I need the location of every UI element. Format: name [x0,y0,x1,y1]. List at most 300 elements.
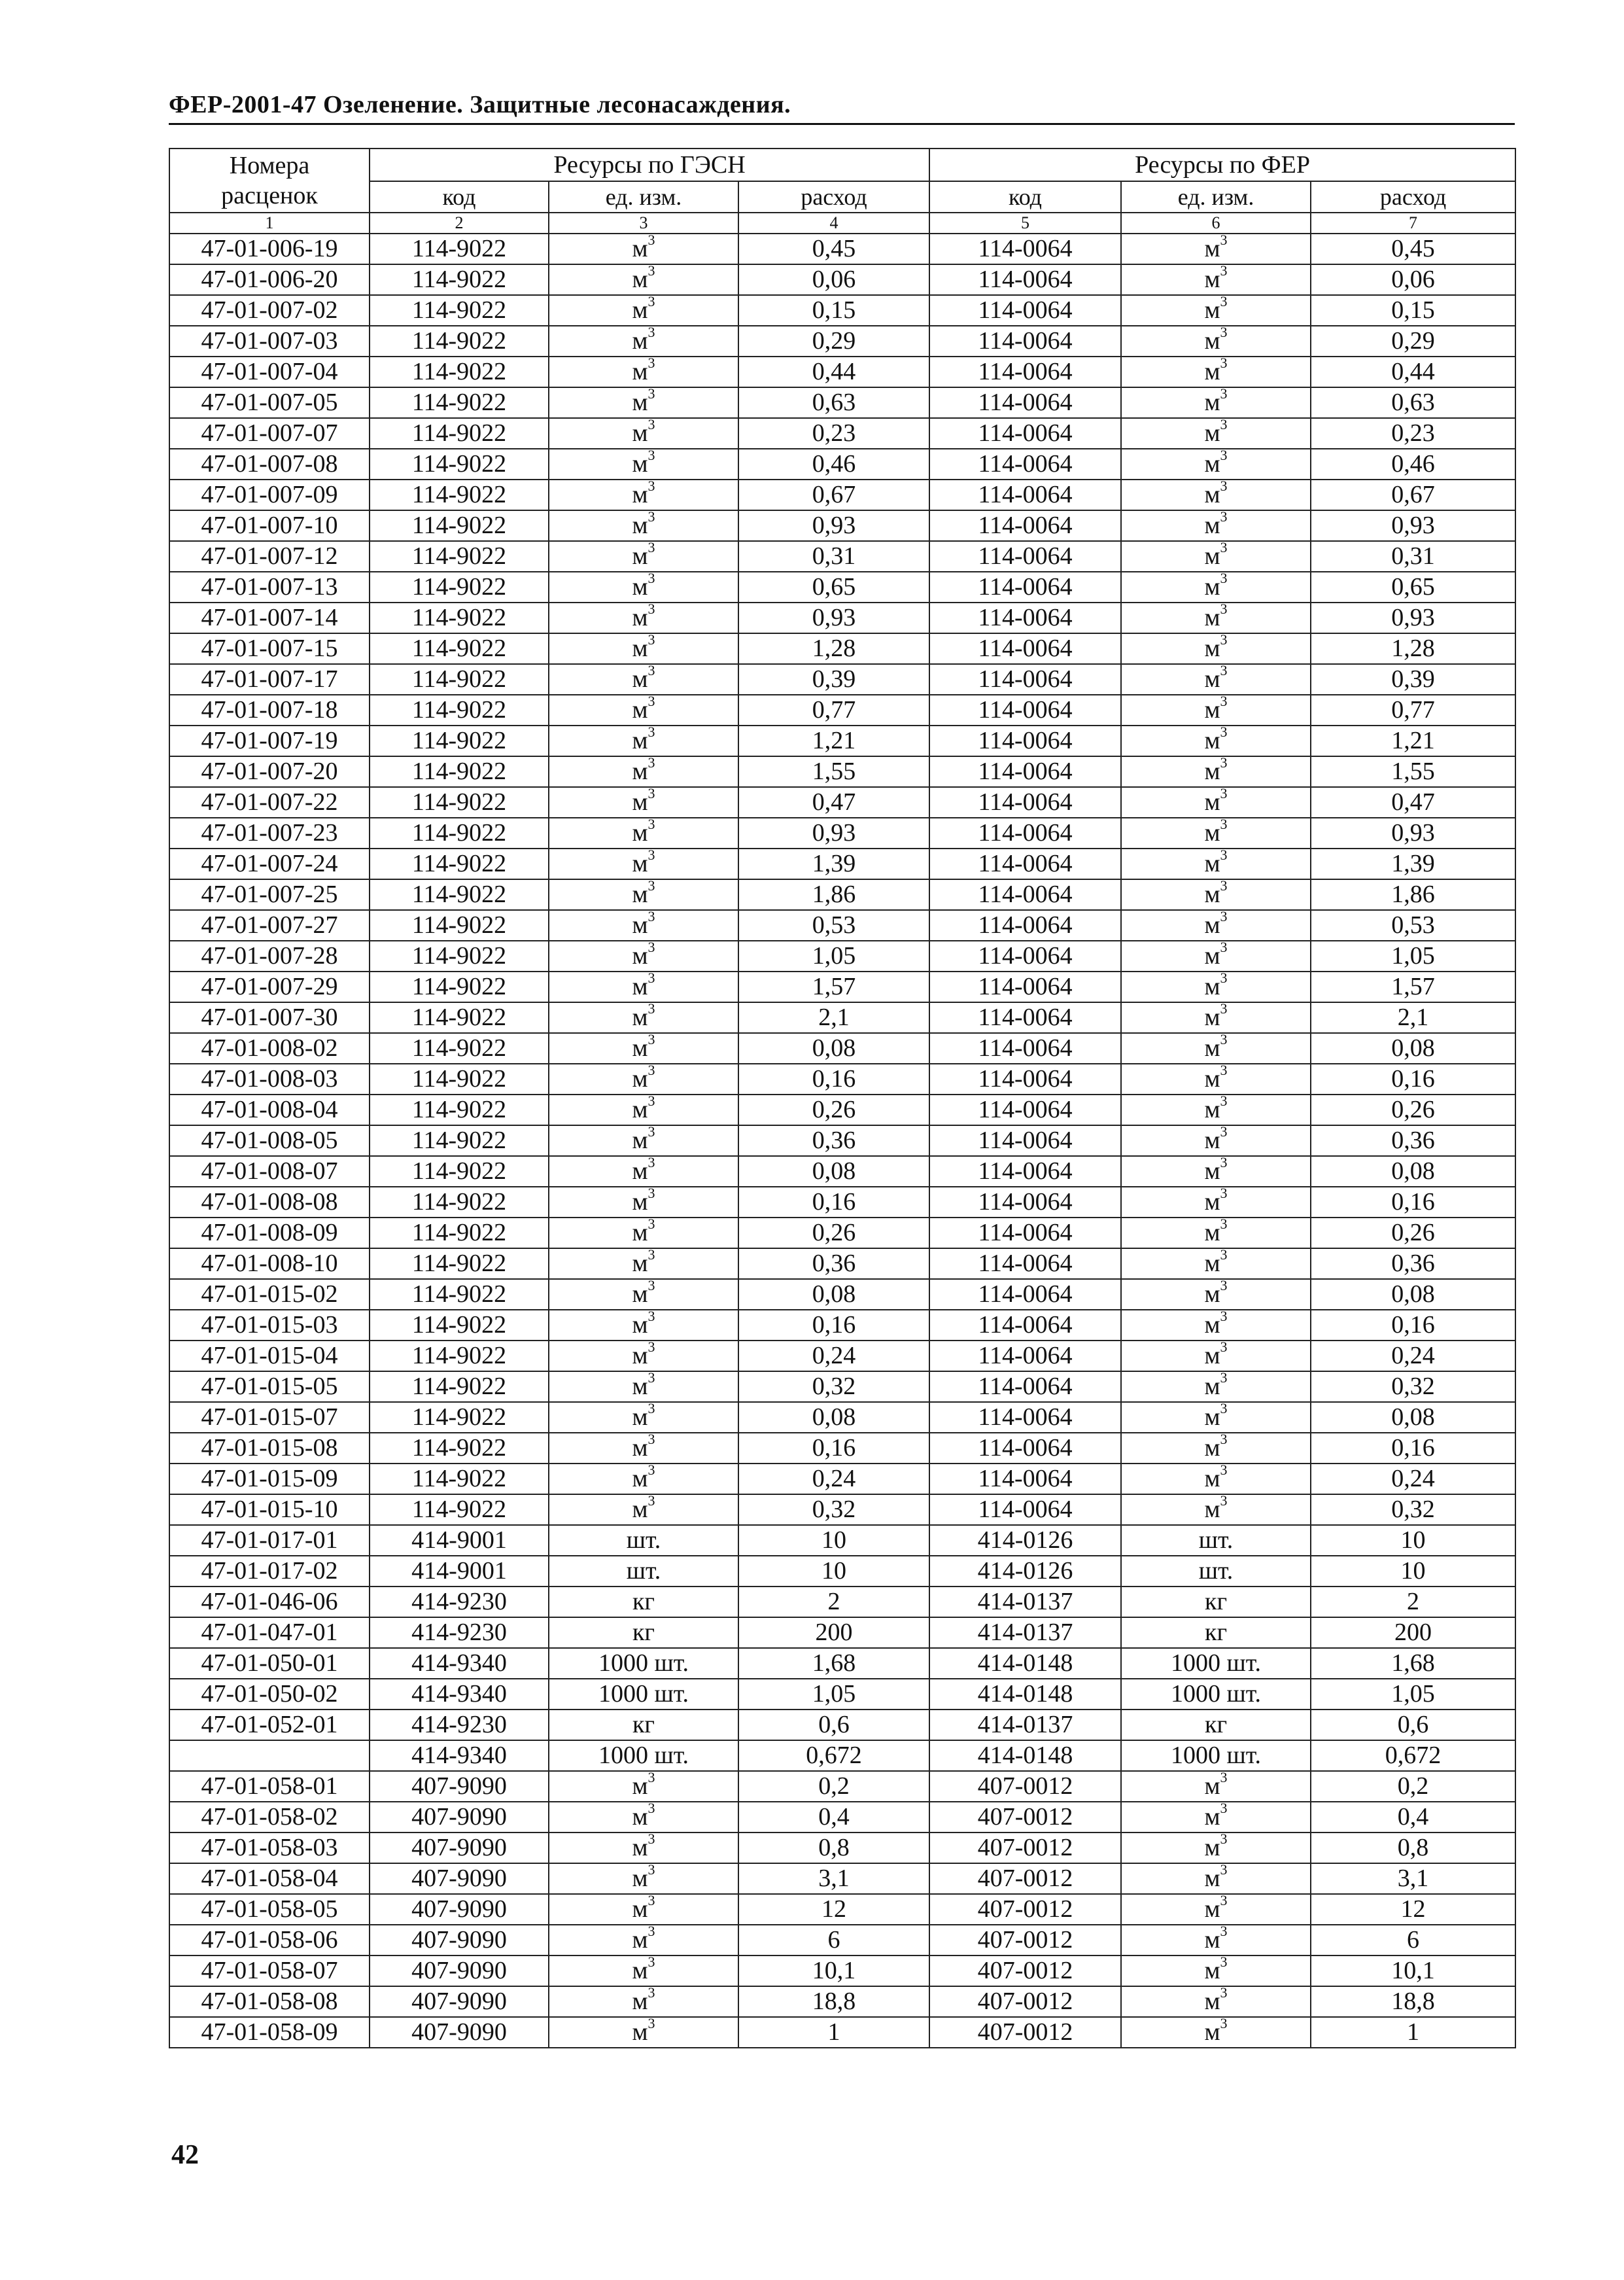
rate-number-cell: 47-01-047-01 [169,1617,370,1648]
rate-number-cell: 47-01-015-05 [169,1371,370,1402]
fer-code-cell: 114-0064 [929,879,1121,910]
gesn-unit-cell: шт. [549,1525,738,1556]
gesn-unit-cell: кг [549,1710,738,1740]
fer-code-cell: 114-0064 [929,695,1121,726]
gesn-unit-cell: кг [549,1587,738,1617]
table-row [169,1002,1515,1033]
gesn-unit-cell: $м^3$ [549,295,738,326]
fer-amount-cell: 0,39 [1311,664,1515,695]
fer-code-cell: 114-0064 [929,910,1121,941]
fer-unit-cell: шт. [1121,1556,1311,1587]
gesn-amount-cell: 0,26 [738,1218,929,1248]
rate-number-cell: 47-01-015-02 [169,1279,370,1310]
gesn-unit-cell: $м^3$ [549,695,738,726]
gesn-amount-cell: 0,26 [738,1095,929,1125]
rate-number-cell: 47-01-007-14 [169,603,370,633]
fer-code-cell: 414-0126 [929,1556,1121,1587]
gesn-code-cell: 114-9022 [370,1064,549,1095]
table-row [169,2017,1515,2048]
gesn-unit-cell: $м^3$ [549,1494,738,1525]
table-row [169,1771,1515,1802]
fer-code-cell: 414-0137 [929,1710,1121,1740]
gesn-code-cell: 407-9090 [370,1894,549,1925]
fer-unit-cell: $м^3$ [1121,787,1311,818]
table-row [169,633,1515,664]
table-row [169,879,1515,910]
table-row [169,510,1515,541]
fer-amount-cell: 0,44 [1311,357,1515,387]
fer-amount-cell: 0,32 [1311,1494,1515,1525]
gesn-code-cell: 114-9022 [370,633,549,664]
column-number-row [169,213,1515,234]
table-row [169,726,1515,756]
table-row [169,910,1515,941]
gesn-unit-cell: $м^3$ [549,387,738,418]
gesn-amount-header: расход [738,181,929,213]
table-row [169,572,1515,603]
fer-unit-cell: $м^3$ [1121,1371,1311,1402]
gesn-unit-cell: $м^3$ [549,664,738,695]
fer-code-cell: 414-0137 [929,1617,1121,1648]
gesn-code-cell: 114-9022 [370,1095,549,1125]
gesn-amount-cell: 0,08 [738,1033,929,1064]
fer-code-cell: 114-0064 [929,603,1121,633]
fer-code-cell: 114-0064 [929,295,1121,326]
fer-amount-cell: 0,23 [1311,418,1515,449]
fer-amount-cell: 0,24 [1311,1341,1515,1371]
fer-amount-cell: 0,36 [1311,1248,1515,1279]
gesn-amount-cell: 0,15 [738,295,929,326]
gesn-amount-cell: 0,47 [738,787,929,818]
table-row [169,1617,1515,1648]
gesn-amount-cell: 10,1 [738,1956,929,1986]
fer-code-cell: 114-0064 [929,1095,1121,1125]
gesn-amount-cell: 0,16 [738,1064,929,1095]
fer-amount-cell: 1,68 [1311,1648,1515,1679]
gesn-code-cell: 114-9022 [370,510,549,541]
fer-code-cell: 114-0064 [929,1125,1121,1156]
gesn-unit-cell: $м^3$ [549,541,738,572]
gesn-unit-cell: $м^3$ [549,1894,738,1925]
gesn-code-cell: 114-9022 [370,572,549,603]
rate-number-cell: 47-01-007-12 [169,541,370,572]
fer-unit-cell: $м^3$ [1121,941,1311,972]
gesn-unit-cell: $м^3$ [549,418,738,449]
fer-unit-cell: $м^3$ [1121,1310,1311,1341]
gesn-amount-cell: 0,45 [738,234,929,264]
rate-number-cell: 47-01-007-07 [169,418,370,449]
fer-amount-cell: 0,31 [1311,541,1515,572]
fer-amount-cell: 0,93 [1311,818,1515,849]
fer-amount-cell: 0,29 [1311,326,1515,357]
table-row [169,234,1515,264]
fer-amount-cell: 0,08 [1311,1156,1515,1187]
fer-unit-cell: шт. [1121,1525,1311,1556]
table-row [169,1433,1515,1464]
fer-code-cell: 407-0012 [929,1986,1121,2017]
table-row [169,941,1515,972]
fer-code-cell: 114-0064 [929,510,1121,541]
rate-number-cell [169,1740,370,1771]
rate-number-cell: 47-01-007-17 [169,664,370,695]
fer-code-cell: 407-0012 [929,1833,1121,1863]
fer-unit-cell: $м^3$ [1121,1925,1311,1956]
column-number: 6 [1121,213,1311,234]
document-title: ФЕР-2001-47 Озеленение. Защитные лесонасаждения. [169,91,791,118]
table-row [169,1648,1515,1679]
rate-number-cell: 47-01-008-10 [169,1248,370,1279]
fer-amount-cell: 0,36 [1311,1125,1515,1156]
rate-number-cell: 47-01-007-30 [169,1002,370,1033]
table-row [169,326,1515,357]
fer-unit-cell: $м^3$ [1121,1894,1311,1925]
gesn-unit-cell: $м^3$ [549,972,738,1002]
fer-code-cell: 114-0064 [929,972,1121,1002]
fer-unit-cell: $м^3$ [1121,726,1311,756]
fer-code-cell: 114-0064 [929,234,1121,264]
gesn-code-cell: 114-9022 [370,756,549,787]
gesn-amount-cell: 0,06 [738,264,929,295]
gesn-unit-cell: $м^3$ [549,1802,738,1833]
gesn-unit-cell: $м^3$ [549,1033,738,1064]
fer-code-cell: 114-0064 [929,1310,1121,1341]
fer-unit-cell: $м^3$ [1121,910,1311,941]
gesn-code-cell: 414-9340 [370,1648,549,1679]
table-header [169,149,1515,234]
gesn-code-cell: 114-9022 [370,387,549,418]
fer-amount-cell: 0,47 [1311,787,1515,818]
table-row [169,1679,1515,1710]
gesn-unit-cell: $м^3$ [549,1833,738,1863]
gesn-unit-cell: $м^3$ [549,941,738,972]
gesn-unit-cell: 1000 шт. [549,1679,738,1710]
gesn-code-cell: 114-9022 [370,418,549,449]
column-number: 1 [169,213,370,234]
fer-code-cell: 114-0064 [929,756,1121,787]
gesn-code-cell: 114-9022 [370,1371,549,1402]
fer-unit-cell: $м^3$ [1121,449,1311,480]
gesn-unit-cell: $м^3$ [549,1986,738,2017]
fer-unit-cell: $м^3$ [1121,1802,1311,1833]
fer-amount-cell: 0,6 [1311,1710,1515,1740]
gesn-unit-cell: $м^3$ [549,1279,738,1310]
gesn-unit-cell: $м^3$ [549,234,738,264]
rate-number-cell: 47-01-050-02 [169,1679,370,1710]
fer-unit-cell: $м^3$ [1121,418,1311,449]
column-number: 4 [738,213,929,234]
fer-unit-cell: $м^3$ [1121,1341,1311,1371]
gesn-amount-cell: 0,29 [738,326,929,357]
gesn-amount-cell: 18,8 [738,1986,929,2017]
page-number: 42 [171,2140,199,2170]
fer-unit-cell: $м^3$ [1121,1986,1311,2017]
gesn-code-cell: 114-9022 [370,1433,549,1464]
gesn-amount-cell: 1,05 [738,1679,929,1710]
table-row [169,1986,1515,2017]
fer-unit-cell: $м^3$ [1121,234,1311,264]
gesn-unit-cell: $м^3$ [549,2017,738,2048]
fer-code-cell: 114-0064 [929,1494,1121,1525]
fer-unit-cell: $м^3$ [1121,2017,1311,2048]
gesn-unit-cell: $м^3$ [549,1402,738,1433]
table-row [169,695,1515,726]
rate-number-cell: 47-01-008-07 [169,1156,370,1187]
column-number: 7 [1311,213,1515,234]
fer-amount-cell: 12 [1311,1894,1515,1925]
fer-amount-cell: 1,39 [1311,849,1515,879]
gesn-unit-cell: $м^3$ [549,633,738,664]
gesn-amount-cell: 0,2 [738,1771,929,1802]
fer-amount-cell: 0,67 [1311,480,1515,510]
gesn-code-cell: 114-9022 [370,603,549,633]
fer-amount-cell: 0,26 [1311,1218,1515,1248]
fer-code-cell: 114-0064 [929,1156,1121,1187]
fer-amount-cell: 0,16 [1311,1187,1515,1218]
table-row [169,480,1515,510]
fer-amount-cell: 10,1 [1311,1956,1515,1986]
gesn-amount-cell: 12 [738,1894,929,1925]
fer-amount-cell: 0,8 [1311,1833,1515,1863]
gesn-code-cell: 114-9022 [370,941,549,972]
gesn-code-cell: 407-9090 [370,1956,549,1986]
fer-amount-cell: 10 [1311,1525,1515,1556]
gesn-amount-cell: 1,05 [738,941,929,972]
fer-unit-cell: $м^3$ [1121,1464,1311,1494]
fer-amount-cell: 0,93 [1311,510,1515,541]
gesn-code-cell: 114-9022 [370,1310,549,1341]
gesn-unit-cell: $м^3$ [549,1310,738,1341]
fer-amount-cell: 0,08 [1311,1033,1515,1064]
gesn-code-cell: 114-9022 [370,1341,549,1371]
fer-unit-cell: 1000 шт. [1121,1740,1311,1771]
table-row [169,1740,1515,1771]
table-row [169,1310,1515,1341]
fer-unit-cell: $м^3$ [1121,264,1311,295]
fer-amount-cell: 0,16 [1311,1064,1515,1095]
table-row [169,849,1515,879]
rate-number-cell: 47-01-058-09 [169,2017,370,2048]
column-number: 2 [370,213,549,234]
gesn-amount-cell: 0,6 [738,1710,929,1740]
rate-number-cell: 47-01-015-03 [169,1310,370,1341]
fer-amount-cell: 1,05 [1311,1679,1515,1710]
gesn-unit-cell: 1000 шт. [549,1648,738,1679]
table-row [169,1341,1515,1371]
table-row [169,295,1515,326]
fer-amount-cell: 0,26 [1311,1095,1515,1125]
rate-number-cell: 47-01-015-04 [169,1341,370,1371]
fer-amount-cell: 0,24 [1311,1464,1515,1494]
fer-code-cell: 114-0064 [929,1248,1121,1279]
fer-amount-cell: 1,05 [1311,941,1515,972]
fer-amount-cell: 0,45 [1311,234,1515,264]
fer-code-cell: 114-0064 [929,787,1121,818]
rate-number-cell: 47-01-007-09 [169,480,370,510]
fer-code-cell: 114-0064 [929,1218,1121,1248]
gesn-amount-cell: 1,21 [738,726,929,756]
fer-code-cell: 414-0148 [929,1679,1121,1710]
fer-amount-cell: 0,63 [1311,387,1515,418]
fer-amount-cell: 0,32 [1311,1371,1515,1402]
fer-code-cell: 114-0064 [929,1033,1121,1064]
column-number: 5 [929,213,1121,234]
gesn-amount-cell: 0,44 [738,357,929,387]
rate-number-cell: 47-01-052-01 [169,1710,370,1740]
fer-amount-cell: 0,06 [1311,264,1515,295]
gesn-code-cell: 114-9022 [370,357,549,387]
fer-code-cell: 114-0064 [929,572,1121,603]
rate-number-cell: 47-01-007-23 [169,818,370,849]
table-row [169,418,1515,449]
gesn-amount-cell: 0,4 [738,1802,929,1833]
gesn-unit-cell: $м^3$ [549,1187,738,1218]
fer-unit-cell: $м^3$ [1121,1771,1311,1802]
fer-code-cell: 414-0126 [929,1525,1121,1556]
fer-amount-cell: 0,672 [1311,1740,1515,1771]
table-row [169,818,1515,849]
rate-number-cell: 47-01-007-10 [169,510,370,541]
fer-code-cell: 414-0137 [929,1587,1121,1617]
fer-amount-cell: 0,2 [1311,1771,1515,1802]
gesn-code-cell: 114-9022 [370,264,549,295]
rate-number-cell: 47-01-058-08 [169,1986,370,2017]
gesn-amount-cell: 0,53 [738,910,929,941]
rate-number-cell: 47-01-046-06 [169,1587,370,1617]
gesn-code-cell: 114-9022 [370,449,549,480]
gesn-unit-cell: $м^3$ [549,756,738,787]
gesn-amount-cell: 0,16 [738,1310,929,1341]
gesn-code-cell: 407-9090 [370,1863,549,1894]
gesn-amount-cell: 6 [738,1925,929,1956]
gesn-amount-cell: 1,68 [738,1648,929,1679]
gesn-unit-cell: $м^3$ [549,603,738,633]
gesn-amount-cell: 200 [738,1617,929,1648]
gesn-amount-cell: 3,1 [738,1863,929,1894]
gesn-code-cell: 114-9022 [370,1464,549,1494]
gesn-code-cell: 407-9090 [370,1802,549,1833]
gesn-code-cell: 114-9022 [370,326,549,357]
rate-number-cell: 47-01-015-08 [169,1433,370,1464]
fer-amount-cell: 18,8 [1311,1986,1515,2017]
fer-unit-cell: $м^3$ [1121,1218,1311,1248]
gesn-unit-cell: $м^3$ [549,1464,738,1494]
fer-amount-cell: 0,15 [1311,295,1515,326]
fer-unit-cell: кг [1121,1710,1311,1740]
fer-unit-cell: $м^3$ [1121,572,1311,603]
rate-number-cell: 47-01-008-04 [169,1095,370,1125]
gesn-amount-cell: 0,24 [738,1341,929,1371]
gesn-code-cell: 114-9022 [370,879,549,910]
gesn-amount-cell: 10 [738,1525,929,1556]
gesn-code-cell: 414-9230 [370,1710,549,1740]
rate-number-cell: 47-01-015-07 [169,1402,370,1433]
rate-number-cell: 47-01-017-01 [169,1525,370,1556]
gesn-amount-cell: 0,93 [738,603,929,633]
rate-number-cell: 47-01-015-10 [169,1494,370,1525]
rate-number-cell: 47-01-007-29 [169,972,370,1002]
gesn-code-cell: 114-9022 [370,1125,549,1156]
gesn-amount-cell: 2 [738,1587,929,1617]
table-row [169,1802,1515,1833]
fer-unit-cell: $м^3$ [1121,1433,1311,1464]
fer-code-cell: 114-0064 [929,1002,1121,1033]
page-header [169,90,1515,125]
fer-unit-cell: $м^3$ [1121,510,1311,541]
table-row [169,1525,1515,1556]
table-row [169,541,1515,572]
rate-number-cell: 47-01-058-04 [169,1863,370,1894]
gesn-unit-cell: $м^3$ [549,787,738,818]
gesn-code-cell: 114-9022 [370,1002,549,1033]
table-row [169,1248,1515,1279]
table-row [169,1279,1515,1310]
fer-code-cell: 114-0064 [929,726,1121,756]
rate-number-cell: 47-01-058-05 [169,1894,370,1925]
fer-unit-cell: $м^3$ [1121,480,1311,510]
fer-code-cell: 114-0064 [929,418,1121,449]
gesn-amount-cell: 0,63 [738,387,929,418]
gesn-unit-cell: $м^3$ [549,1064,738,1095]
gesn-amount-cell: 0,39 [738,664,929,695]
gesn-amount-cell: 1,28 [738,633,929,664]
rate-number-cell: 47-01-015-09 [169,1464,370,1494]
gesn-unit-cell: $м^3$ [549,326,738,357]
table-row [169,664,1515,695]
gesn-unit-cell: $м^3$ [549,879,738,910]
fer-unit-cell: $м^3$ [1121,1033,1311,1064]
gesn-amount-cell: 0,08 [738,1156,929,1187]
rate-number-cell: 47-01-007-28 [169,941,370,972]
fer-unit-cell: $м^3$ [1121,1064,1311,1095]
gesn-code-cell: 114-9022 [370,1187,549,1218]
fer-code-cell: 407-0012 [929,2017,1121,2048]
fer-code-cell: 114-0064 [929,387,1121,418]
fer-code-cell: 114-0064 [929,326,1121,357]
gesn-unit-cell: $м^3$ [549,264,738,295]
gesn-code-cell: 114-9022 [370,726,549,756]
fer-amount-cell: 1 [1311,2017,1515,2048]
fer-unit-cell: $м^3$ [1121,695,1311,726]
fer-code-cell: 114-0064 [929,541,1121,572]
gesn-amount-cell: 0,24 [738,1464,929,1494]
fer-code-cell: 114-0064 [929,1433,1121,1464]
fer-code-cell: 407-0012 [929,1925,1121,1956]
gesn-code-header: код [370,181,549,213]
gesn-unit-cell: $м^3$ [549,1771,738,1802]
fer-code-cell: 414-0148 [929,1740,1121,1771]
gesn-unit-cell: $м^3$ [549,1125,738,1156]
fer-amount-cell: 1,28 [1311,633,1515,664]
gesn-code-cell: 114-9022 [370,480,549,510]
gesn-unit-cell: $м^3$ [549,1956,738,1986]
fer-unit-cell: $м^3$ [1121,818,1311,849]
table-row [169,1863,1515,1894]
gesn-code-cell: 114-9022 [370,664,549,695]
gesn-code-cell: 414-9340 [370,1740,549,1771]
fer-unit-cell: $м^3$ [1121,1494,1311,1525]
resources-table [169,148,1516,2048]
fer-amount-cell: 1,86 [1311,879,1515,910]
gesn-code-cell: 414-9340 [370,1679,549,1710]
fer-code-cell: 114-0064 [929,818,1121,849]
gesn-amount-cell: 0,08 [738,1402,929,1433]
gesn-code-cell: 414-9001 [370,1525,549,1556]
table-row [169,1556,1515,1587]
fer-unit-cell: $м^3$ [1121,603,1311,633]
gesn-amount-cell: 0,8 [738,1833,929,1863]
gesn-amount-cell: 0,93 [738,510,929,541]
fer-amount-cell: 0,08 [1311,1402,1515,1433]
